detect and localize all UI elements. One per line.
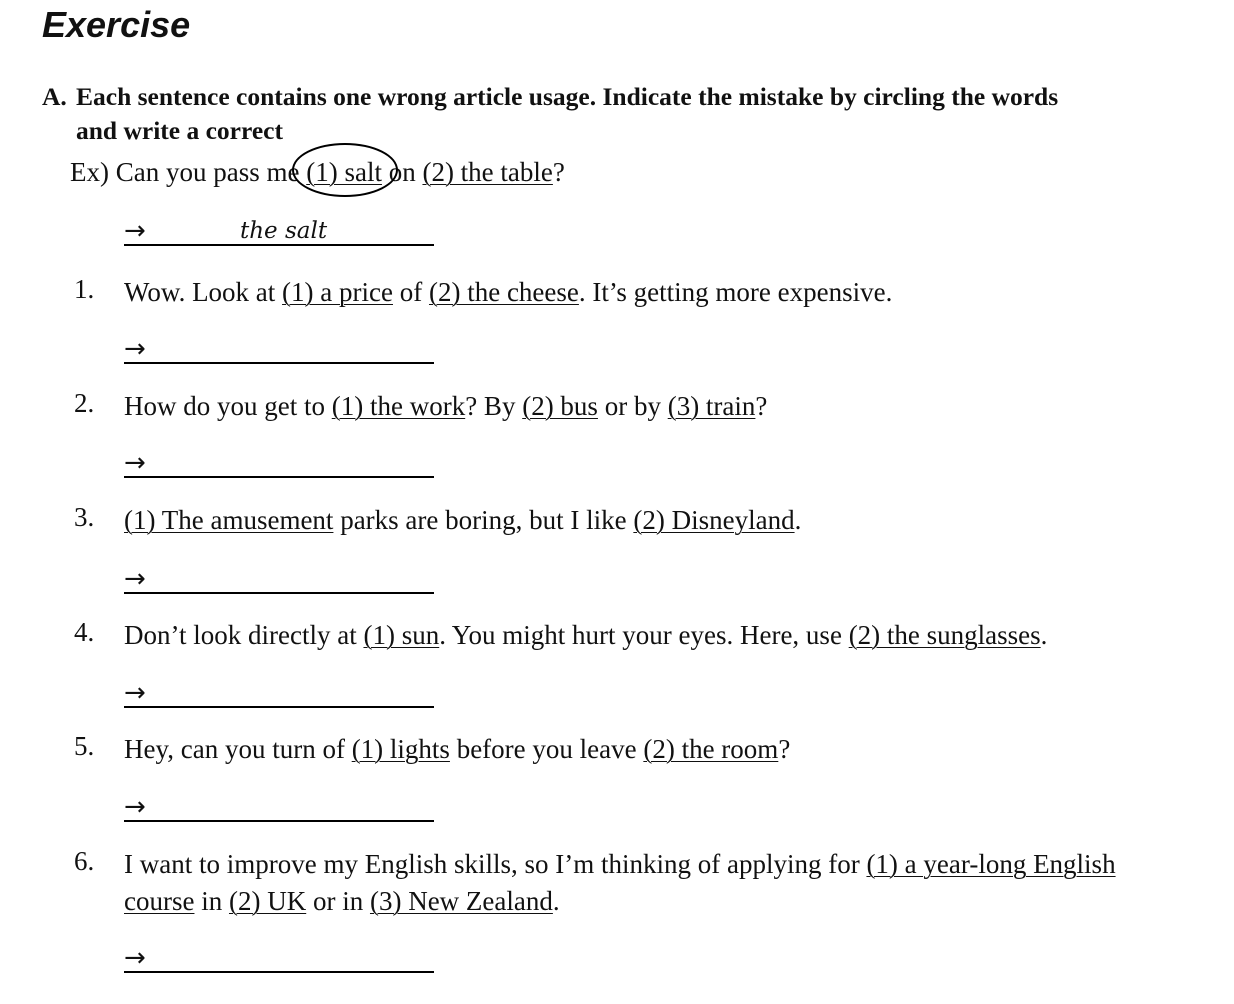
item-text: in	[194, 886, 229, 916]
item-number: 4.	[74, 617, 95, 647]
example-option-2: (2) the table	[422, 157, 553, 187]
item-text: of	[392, 277, 429, 307]
item-number: 3.	[74, 502, 95, 532]
item-text: before you leave	[449, 734, 644, 764]
item-text: Wow. Look at	[124, 277, 283, 307]
exercise-item	[74, 731, 1184, 768]
item-option-1: (1) a year-long English course	[124, 849, 1116, 916]
item-option-2: (2) the sunglasses	[848, 620, 1041, 650]
example-sentence	[70, 157, 565, 188]
example-option-1: (1) salt	[306, 157, 382, 187]
item-text: . It’s getting more expensive.	[578, 277, 893, 307]
arrow-icon: →	[124, 792, 146, 822]
item-text: or in	[306, 886, 370, 916]
answer-blank[interactable]	[124, 332, 434, 364]
item-option-3: (3) New Zealand	[369, 886, 553, 916]
item-text: . You might hurt your eyes. Here, use	[439, 620, 849, 650]
item-text: ?	[778, 734, 791, 764]
arrow-icon: →	[124, 943, 146, 973]
answer-blank[interactable]	[124, 790, 434, 822]
item-number: 5.	[74, 731, 95, 761]
item-text: parks are boring, but I like	[333, 505, 634, 535]
item-text: ?	[755, 391, 768, 421]
exercise-item	[74, 388, 1184, 425]
item-option-1: (1) lights	[351, 734, 450, 764]
item-text: or by	[597, 391, 668, 421]
arrow-icon: →	[124, 448, 146, 478]
item-text: Don’t look directly at	[124, 620, 364, 650]
exercise-item	[74, 274, 1184, 311]
answer-blank[interactable]	[124, 676, 434, 708]
item-number: 6.	[74, 846, 95, 876]
arrow-icon: →	[124, 678, 146, 708]
exercise-item	[74, 502, 1184, 539]
item-option-1: (1) a price	[282, 277, 393, 307]
item-option-1: (1) The amusement	[124, 505, 334, 535]
instruction-line-1: Each sentence contains one wrong article usage. Indicate the mistake by circling the words	[76, 82, 1059, 111]
arrow-icon: →	[124, 564, 146, 594]
circled-option	[306, 157, 382, 188]
answer-blank[interactable]	[124, 562, 434, 594]
item-text: ? By	[465, 391, 523, 421]
item-text: How do you get to	[124, 391, 332, 421]
item-option-2: (2) Disneyland	[633, 505, 795, 535]
item-text: I want to improve my English skills, so I’m thinking of applying for	[124, 849, 867, 879]
item-option-2: (2) the room	[643, 734, 779, 764]
page-title: Exercise	[42, 4, 191, 45]
item-option-1: (1) the work	[331, 391, 466, 421]
item-text: .	[1040, 620, 1048, 650]
item-option-2: (2) UK	[228, 886, 307, 916]
section-label: A.	[42, 82, 67, 111]
section-instruction	[42, 80, 1192, 148]
item-option-1: (1) sun	[363, 620, 440, 650]
arrow-icon: →	[124, 216, 146, 246]
answer-blank[interactable]	[124, 941, 434, 973]
example-answer-line	[124, 214, 434, 246]
instruction-line-2: and write a correct	[76, 116, 283, 145]
item-text: .	[794, 505, 802, 535]
item-number: 1.	[74, 274, 95, 304]
item-text: Hey, can you turn of	[124, 734, 352, 764]
example-prefix: Ex) Can you pass me	[70, 157, 307, 187]
item-text: .	[552, 886, 560, 916]
exercise-item	[74, 617, 1184, 654]
item-option-2: (2) bus	[522, 391, 598, 421]
answer-blank[interactable]	[124, 446, 434, 478]
exercise-item	[74, 846, 1184, 920]
item-option-2: (2) the cheese	[428, 277, 579, 307]
example-answer-text: the salt	[240, 218, 328, 244]
arrow-icon: →	[124, 334, 146, 364]
example-suffix: ?	[552, 157, 565, 187]
example-mid: on	[381, 157, 423, 187]
item-number: 2.	[74, 388, 95, 418]
item-option-3: (3) train	[667, 391, 756, 421]
